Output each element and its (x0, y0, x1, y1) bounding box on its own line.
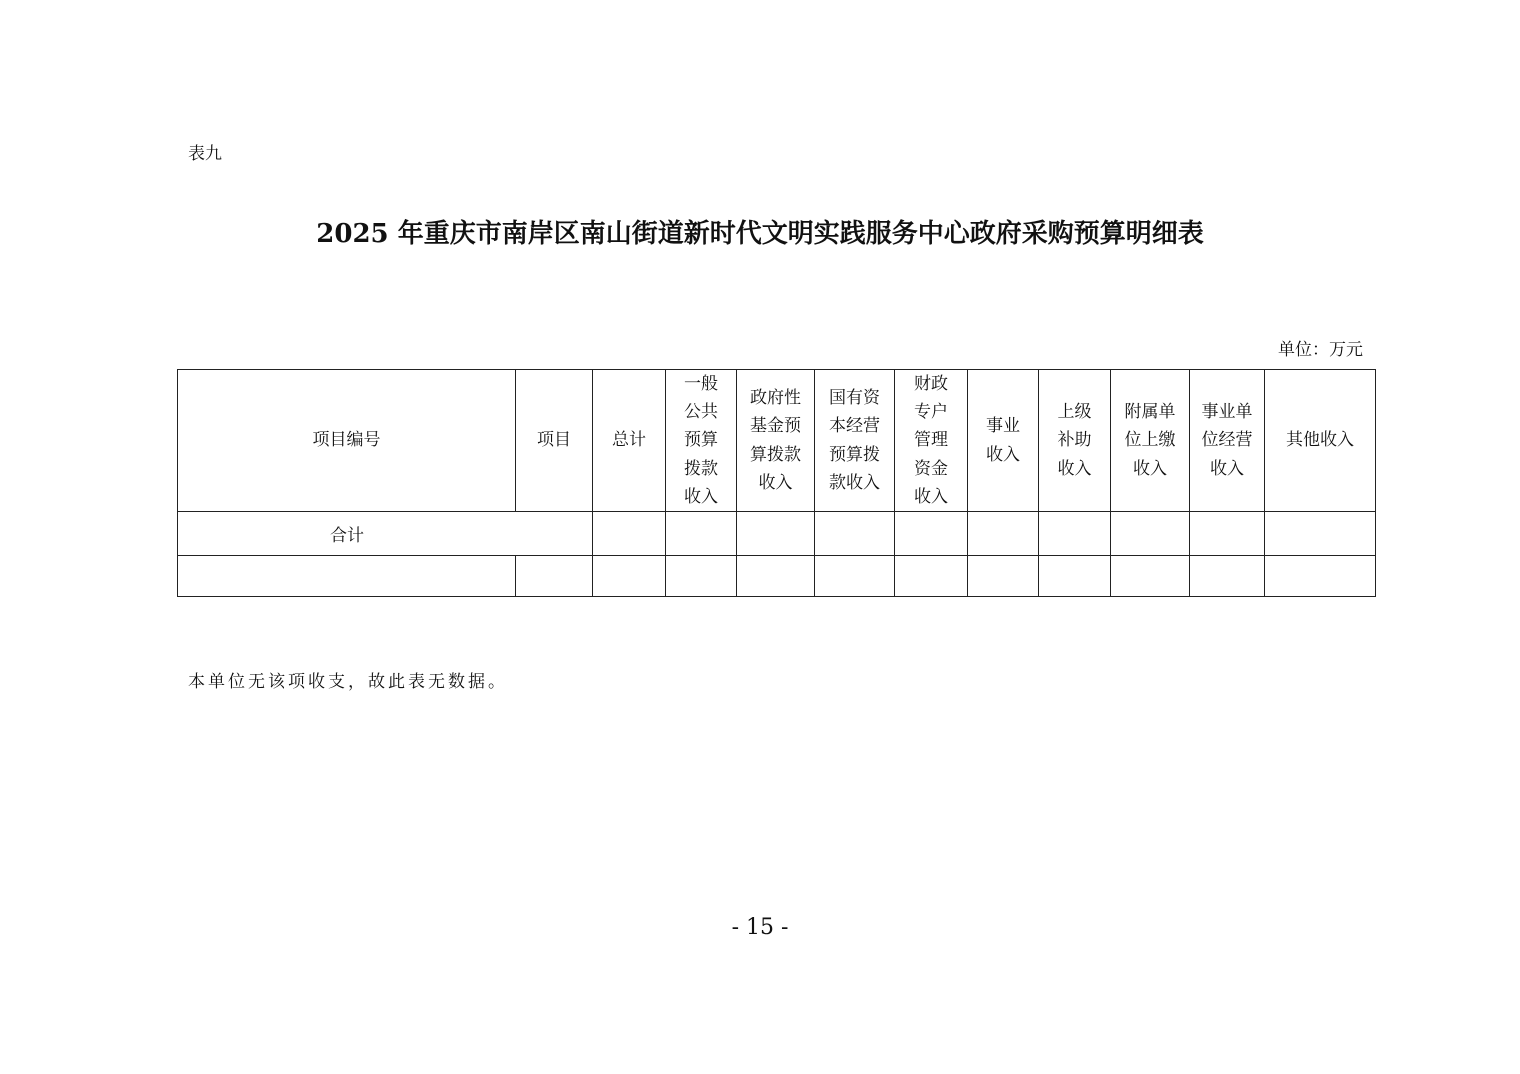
table-cell (1190, 556, 1265, 597)
total-cell (1265, 512, 1376, 556)
total-cell (666, 512, 737, 556)
total-cell (895, 512, 968, 556)
header-project: 项目 (516, 370, 593, 512)
total-cell (593, 512, 666, 556)
no-data-note: 本单位无该项收支，故此表无数据。 (188, 672, 508, 692)
table-cell (895, 556, 968, 597)
header-project-code: 项目编号 (178, 370, 516, 512)
table-cell (1265, 556, 1376, 597)
table-cell (815, 556, 895, 597)
table-cell (737, 556, 815, 597)
header-affiliated-remittance: 附属单 位上缴 收入 (1111, 370, 1190, 512)
header-operating-income: 事业单 位经营 收入 (1190, 370, 1265, 512)
header-other-income: 其他收入 (1265, 370, 1376, 512)
table-cell (968, 556, 1039, 597)
header-total: 总计 (593, 370, 666, 512)
total-cell (737, 512, 815, 556)
header-government-fund: 政府性 基金预 算拨款 收入 (737, 370, 815, 512)
table-cell (666, 556, 737, 597)
table-total-row (178, 512, 1376, 556)
table-cell (178, 556, 516, 597)
total-cell (1111, 512, 1190, 556)
page-number: - 15 - (731, 915, 789, 940)
total-cell (815, 512, 895, 556)
procurement-budget-table (177, 369, 1376, 597)
table-cell (1111, 556, 1190, 597)
table-cell (1039, 556, 1111, 597)
header-state-capital: 国有资 本经营 预算拨 款收入 (815, 370, 895, 512)
table-row (178, 556, 1376, 597)
header-general-budget: 一般 公共 预算 拨款 收入 (666, 370, 737, 512)
document-title: 2025 年重庆市南岸区南山街道新时代文明实践服务中心政府采购预算明细表 (316, 219, 1204, 249)
total-label: 合计 (178, 512, 593, 556)
table-cell (593, 556, 666, 597)
table-header-row (178, 370, 1376, 512)
unit-label: 单位：万元 (1278, 340, 1363, 360)
header-business-income: 事业 收入 (968, 370, 1039, 512)
total-cell (968, 512, 1039, 556)
total-cell (1039, 512, 1111, 556)
header-special-account: 财政 专户 管理 资金 收入 (895, 370, 968, 512)
header-superior-subsidy: 上级 补助 收入 (1039, 370, 1111, 512)
total-cell (1190, 512, 1265, 556)
table-number-label: 表九 (188, 144, 222, 164)
table-cell (516, 556, 593, 597)
